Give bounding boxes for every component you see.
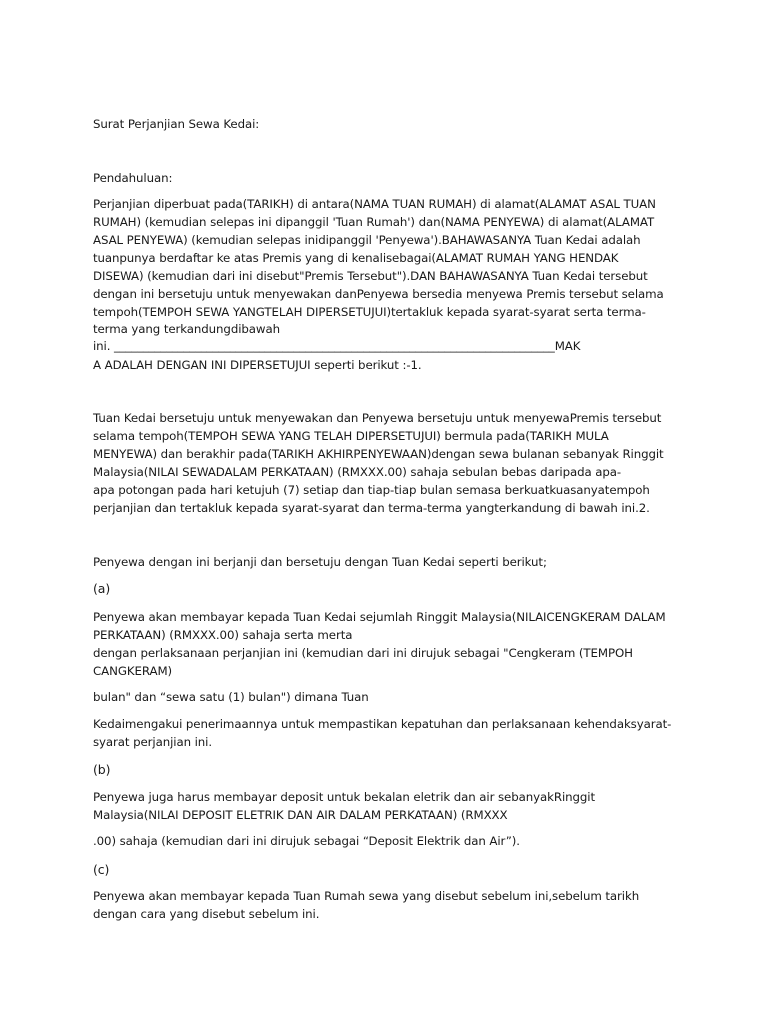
- clause-1-line: selama tempoh(TEMPOH SEWA YANG TELAH DIPERSETUJUI) bermula pada(TARIKH MULA: [93, 429, 609, 443]
- intro-line: terma yang terkandungdibawah: [93, 322, 280, 336]
- intro-line: dengan ini bersetuju untuk menyewakan danPenyewa bersedia menyewa Premis tersebut selama: [93, 287, 664, 301]
- intro-line: ASAL PENYEWA) (kemudian selepas inidipanggil 'Penyewa').BAHAWASANYA Tuan Kedai adalah: [93, 233, 641, 247]
- clause-1-line: perjanjian dan tertakluk kepada syarat-syarat dan terma-terma yangterkandung di bawah ini.2.: [93, 501, 650, 515]
- clause-1-line: MENYEWA) dan berakhir pada(TARIKH AKHIRPENYEWAAN)dengan sewa bulanan sebanyak Ringgit: [93, 447, 664, 461]
- intro-line: Perjanjian diperbuat pada(TARIKH) di antara(NAMA TUAN RUMAH) di alamat(ALAMAT ASAL TUAN: [93, 197, 656, 211]
- clause-1-line: Tuan Kedai bersetuju untuk menyewakan dan Penyewa bersetuju untuk menyewaPremis tersebut: [93, 411, 662, 425]
- clause-1-line: Malaysia(NILAI SEWADALAM PERKATAAN) (RMXXX.00) sahaja sebulan bebas daripada apa-: [93, 465, 622, 479]
- sub-clause-c-label: (c): [93, 862, 110, 877]
- sub-clause-b-tail: .00) sahaja (kemudian dari ini dirujuk sebagai “Deposit Elektrik dan Air”).: [93, 834, 520, 848]
- intro-line: tempoh(TEMPOH SEWA YANGTELAH DIPERSETUJUI)tertakluk kepada syarat-syarat serta terma-: [93, 305, 646, 319]
- sub-clause-a-line: CANGKERAM): [93, 664, 173, 678]
- intro-line: tuanpunya berdaftar ke atas Premis yang di kenalisebagai(ALAMAT RUMAH YANG HENDAK: [93, 251, 619, 265]
- intro-line: ini. ____________________________________________________________________________MAK: [93, 339, 581, 353]
- sub-clause-a-label: (a): [93, 581, 111, 596]
- sub-clause-a-line: Penyewa akan membayar kepada Tuan Kedai sejumlah Ringgit Malaysia(NILAICENGKERAM DALAM: [93, 610, 666, 624]
- sub-clause-b-line: Malaysia(NILAI DEPOSIT ELETRIK DAN AIR DALAM PERKATAAN) (RMXXX: [93, 808, 508, 822]
- intro-line: DISEWA) (kemudian dari ini disebut"Premis Tersebut").DAN BAHAWASANYA Tuan Kedai tersebut: [93, 269, 648, 283]
- sub-clause-c-line: Penyewa akan membayar kepada Tuan Rumah sewa yang disebut sebelum ini,sebelum tarikh: [93, 889, 640, 903]
- sub-clause-a-bulan: bulan" dan “sewa satu (1) bulan") dimana Tuan: [93, 690, 369, 704]
- sub-clause-c-line: dengan cara yang disebut sebelum ini.: [93, 907, 320, 921]
- clause-2-intro: Penyewa dengan ini berjanji dan bersetuju dengan Tuan Kedai seperti berikut;: [93, 555, 547, 569]
- intro-line: RUMAH) (kemudian selepas ini dipanggil 'Tuan Rumah') dan(NAMA PENYEWA) di alamat(ALAMAT: [93, 215, 655, 229]
- clause-1-line: apa potongan pada hari ketujuh (7) setiap dan tiap-tiap bulan semasa berkuatkuasanyatempoh: [93, 483, 650, 497]
- sub-clause-b-line: Penyewa juga harus membayar deposit untuk bekalan eletrik dan air sebanyakRinggit: [93, 790, 595, 804]
- intro-line: A ADALAH DENGAN INI DIPERSETUJUI seperti berikut :-1.: [93, 358, 422, 372]
- sub-clause-b-label: (b): [93, 762, 111, 777]
- sub-clause-a-tail-line: syarat perjanjian ini.: [93, 735, 212, 749]
- sub-clause-a-line: PERKATAAN) (RMXXX.00) sahaja serta merta: [93, 628, 353, 642]
- intro-heading: Pendahuluan:: [93, 171, 173, 185]
- document-title: Surat Perjanjian Sewa Kedai:: [93, 117, 260, 131]
- sub-clause-a-line: dengan perlaksanaan perjanjian ini (kemudian dari ini dirujuk sebagai "Cengkeram (TEMPOH: [93, 646, 633, 660]
- sub-clause-a-tail-line: Kedaimengakui penerimaannya untuk mempastikan kepatuhan dan perlaksanaan kehendaksyarat-: [93, 717, 672, 731]
